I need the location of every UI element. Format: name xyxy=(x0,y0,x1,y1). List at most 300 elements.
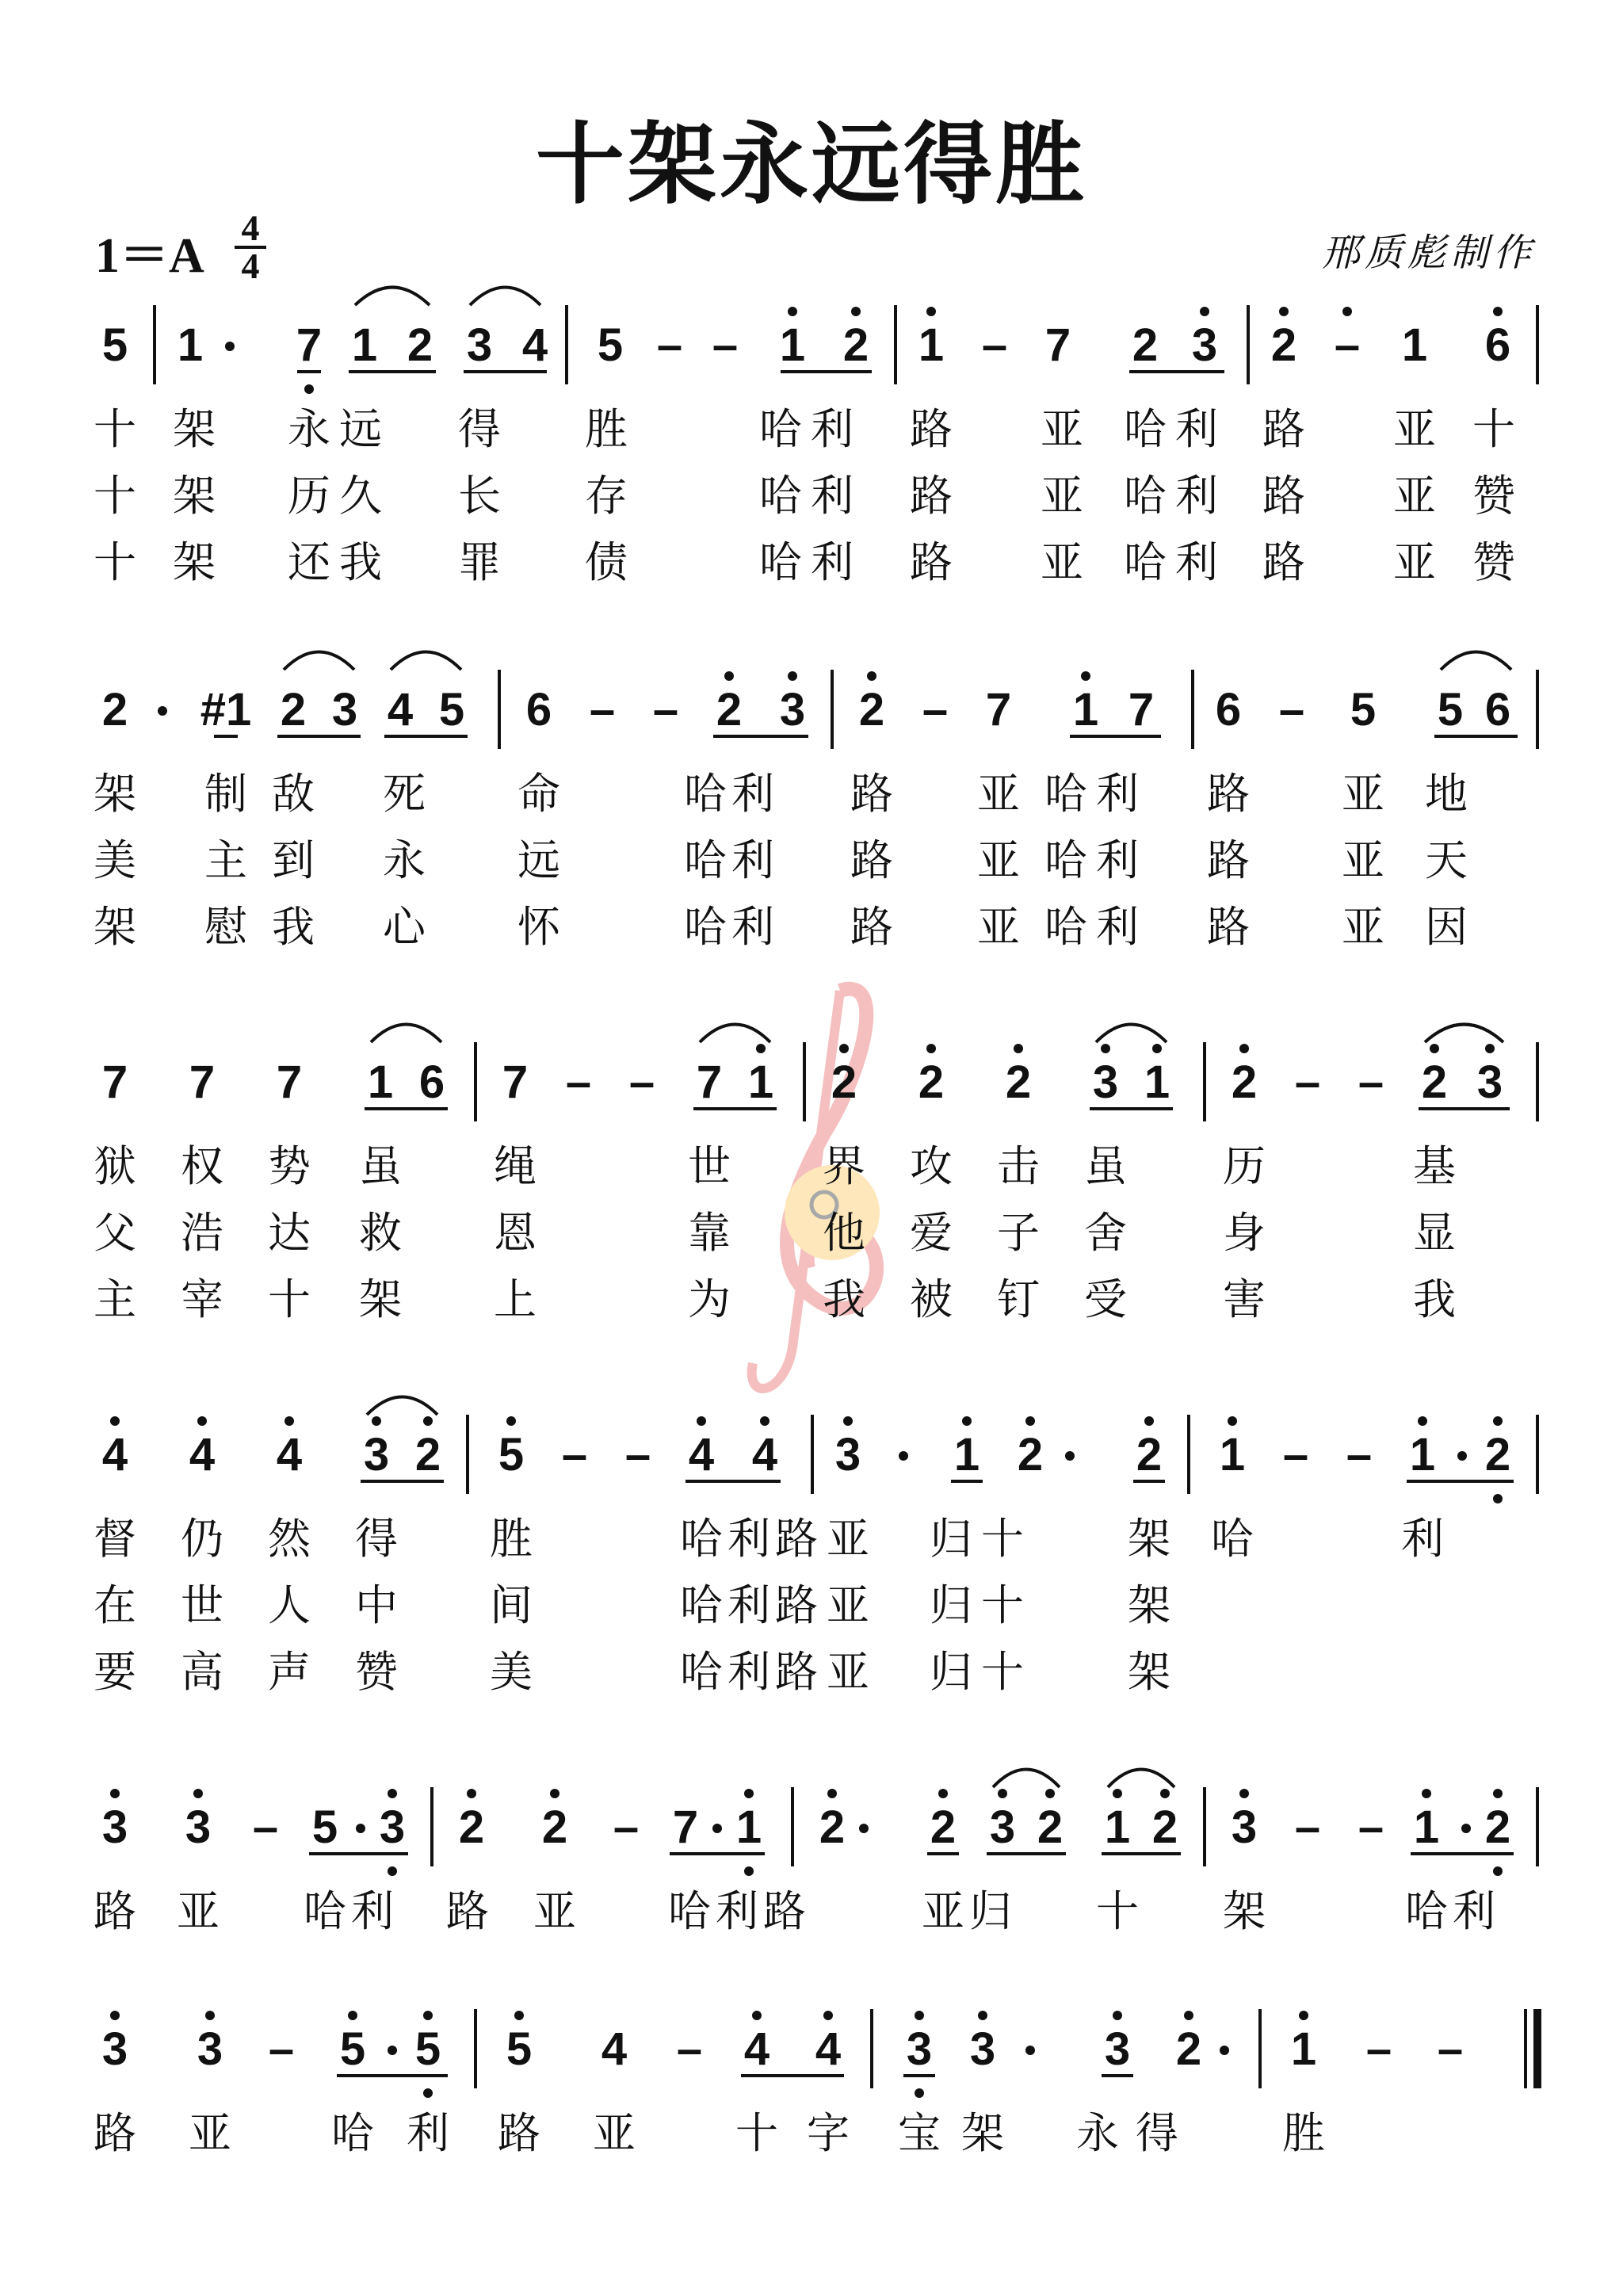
lyric-char: 路 xyxy=(775,1580,818,1630)
lyric-char: 亚 xyxy=(827,1647,869,1697)
lyric-char: 利 xyxy=(727,1647,770,1697)
octave-dot-above xyxy=(1228,1416,1237,1426)
octave-dot-above xyxy=(1342,307,1352,316)
lyric-char: 十 xyxy=(981,1514,1024,1564)
lyric-char: 天 xyxy=(1425,835,1468,885)
note-dash: – xyxy=(624,1429,651,1480)
lyric-char: 恩 xyxy=(494,1208,537,1258)
octave-dot-above xyxy=(839,1044,849,1053)
lyric-char: 亚 xyxy=(1342,835,1384,885)
octave-dot-above xyxy=(724,671,734,681)
lyric-char: 亚 xyxy=(1041,537,1083,587)
note: 1 xyxy=(1413,1801,1440,1853)
lyric-char: 十 xyxy=(94,404,136,454)
lyric-char: 亚 xyxy=(1041,471,1083,521)
lyric-char: 哈 xyxy=(759,404,802,454)
octave-dot-above xyxy=(1144,1416,1154,1426)
note: 6 xyxy=(525,684,552,735)
lyric-char: 路 xyxy=(94,1886,136,1936)
note-dash: – xyxy=(981,319,1008,371)
lyric-char: 利 xyxy=(1175,404,1218,454)
note: 2 xyxy=(541,1801,568,1853)
lyric-char: 哈 xyxy=(331,2108,374,2158)
lyric-char: 为 xyxy=(688,1274,731,1324)
octave-dot-above xyxy=(788,671,797,681)
lyric-char: 亚 xyxy=(922,1886,964,1936)
lyric-char: 身 xyxy=(1223,1208,1266,1258)
note: 3 xyxy=(834,1429,861,1480)
note: 7 xyxy=(985,684,1012,735)
lyric-char: 十 xyxy=(1472,404,1515,454)
octave-dot-below xyxy=(304,384,314,394)
augmentation-dot xyxy=(356,1824,365,1833)
lyric-char: 路 xyxy=(1207,902,1250,952)
octave-dot-above xyxy=(285,1416,294,1426)
note: 5 xyxy=(414,2023,441,2075)
augmentation-dot xyxy=(1025,2046,1035,2055)
augmentation-dot xyxy=(1220,2046,1229,2055)
note: 2 xyxy=(716,684,743,735)
augmentation-dot xyxy=(712,1824,722,1833)
octave-dot-above xyxy=(1493,307,1503,316)
lyric-char: 赞 xyxy=(1472,471,1515,521)
lyric-char: 十 xyxy=(94,537,136,587)
note: 3 xyxy=(185,1801,212,1853)
note: 1 xyxy=(1104,1801,1131,1853)
lyric-char: 亚 xyxy=(533,1886,576,1936)
lyric-char: 击 xyxy=(997,1141,1040,1191)
lyric-char: 路 xyxy=(1207,769,1250,819)
lyric-char: 世 xyxy=(181,1580,223,1630)
lyric-char: 制 xyxy=(204,769,247,819)
lyric-char: 他 xyxy=(823,1208,865,1258)
lyric-char: 达 xyxy=(268,1208,311,1258)
octave-dot-above xyxy=(978,2011,987,2020)
note: 2 xyxy=(1132,319,1159,371)
lyric-char: 利 xyxy=(351,1886,394,1936)
lyric-char: 路 xyxy=(910,404,953,454)
note: 2 xyxy=(858,684,885,735)
octave-dot-above xyxy=(467,1789,476,1798)
lyric-char: 十 xyxy=(268,1274,311,1324)
note: 1 xyxy=(1409,1429,1436,1480)
octave-dot-above xyxy=(1113,1789,1122,1798)
note: 4 xyxy=(688,1429,715,1480)
note-dash: – xyxy=(1437,2023,1464,2075)
lyric-char: 路 xyxy=(1262,537,1305,587)
augmentation-dot xyxy=(388,2046,397,2055)
lyric-char: 十 xyxy=(735,2108,778,2158)
octave-dot-above xyxy=(926,1044,936,1053)
lyric-char: 我 xyxy=(823,1274,865,1324)
note-dash: – xyxy=(268,2023,295,2075)
note: 3 xyxy=(1092,1056,1119,1108)
note-dash: – xyxy=(652,684,679,735)
lyric-char: 哈 xyxy=(759,471,802,521)
lyric-char: 利 xyxy=(1453,1886,1495,1936)
lyric-char: 路 xyxy=(775,1514,818,1564)
octave-dot-above xyxy=(867,671,876,681)
lyric-char: 在 xyxy=(94,1580,136,1630)
lyric-char: 哈 xyxy=(1124,471,1167,521)
lyric-char: 架 xyxy=(961,2108,1004,2158)
octave-dot-above xyxy=(756,1044,766,1053)
lyric-char: 死 xyxy=(383,769,426,819)
lyric-char: 要 xyxy=(94,1647,136,1697)
note: 1 xyxy=(779,319,806,371)
lyric-char: 到 xyxy=(272,835,315,885)
note: 3 xyxy=(1104,2023,1131,2075)
lyric-char: 害 xyxy=(1223,1274,1266,1324)
note: 1 xyxy=(367,1056,394,1108)
slur xyxy=(993,1770,1060,1788)
octave-dot-above xyxy=(823,2011,833,2020)
lyric-char: 十 xyxy=(981,1580,1024,1630)
lyric-char: 得 xyxy=(458,404,501,454)
note: 4 xyxy=(815,2023,842,2075)
octave-dot-below xyxy=(1493,1494,1503,1503)
note: 2 xyxy=(1231,1056,1258,1108)
note: 2 xyxy=(831,1056,857,1108)
lyric-char: 权 xyxy=(181,1141,223,1191)
lyric-char: 归 xyxy=(930,1647,972,1697)
note: 1 xyxy=(1219,1429,1246,1480)
note: 2 xyxy=(1484,1429,1511,1480)
lyric-char: 远 xyxy=(339,404,382,454)
lyric-char: 利 xyxy=(731,902,774,952)
lyric-char: 亚 xyxy=(1393,404,1436,454)
octave-dot-above xyxy=(1025,1416,1035,1426)
note: 4 xyxy=(521,319,548,371)
octave-dot-above xyxy=(506,1416,516,1426)
lyric-char: 十 xyxy=(1096,1886,1139,1936)
lyric-char: 胜 xyxy=(585,404,628,454)
lyric-char: 我 xyxy=(272,902,315,952)
octave-dot-below xyxy=(744,1866,754,1876)
note: 6 xyxy=(1484,684,1511,735)
lyric-char: 哈 xyxy=(680,1580,723,1630)
note-dash: – xyxy=(589,684,616,735)
time-signature-bottom: 4 xyxy=(241,246,260,286)
lyric-char: 字 xyxy=(807,2108,850,2158)
octave-dot-above xyxy=(827,1789,837,1798)
note-dash: – xyxy=(628,1056,655,1108)
note: 3 xyxy=(101,2023,128,2075)
slur xyxy=(1096,1025,1167,1043)
octave-dot-above xyxy=(1152,1044,1162,1053)
note: 5 xyxy=(506,2023,533,2075)
lyric-char: 世 xyxy=(688,1141,731,1191)
note: 2 xyxy=(414,1429,441,1480)
lyric-char: 浩 xyxy=(181,1208,223,1258)
augmentation-dot xyxy=(1457,1451,1467,1461)
note: 4 xyxy=(189,1429,216,1480)
lyric-char: 久 xyxy=(339,471,382,521)
note: 3 xyxy=(101,1801,128,1853)
lyric-char: 亚 xyxy=(1041,404,1083,454)
lyric-char: 亚 xyxy=(177,1886,220,1936)
lyric-char: 美 xyxy=(490,1647,533,1697)
octave-dot-above xyxy=(388,1789,397,1798)
octave-dot-above xyxy=(514,2011,524,2020)
lyric-char: 胜 xyxy=(490,1514,533,1564)
note-dash: – xyxy=(676,2023,703,2075)
lyric-char: 归 xyxy=(930,1514,972,1564)
octave-dot-above xyxy=(938,1789,948,1798)
lyric-char: 还 xyxy=(288,537,330,587)
lyric-char: 远 xyxy=(517,835,560,885)
note: 4 xyxy=(276,1429,303,1480)
octave-dot-above xyxy=(1299,2011,1308,2020)
augmentation-dot xyxy=(225,342,235,351)
octave-dot-above xyxy=(1239,1044,1249,1053)
lyric-char: 哈 xyxy=(680,1647,723,1697)
note: #1 xyxy=(200,684,252,735)
note: 2 xyxy=(842,319,869,371)
slur xyxy=(284,652,354,670)
lyric-char: 亚 xyxy=(827,1514,869,1564)
key-signature: 1＝A xyxy=(95,229,204,283)
lyric-char: 亚 xyxy=(827,1580,869,1630)
lyric-char: 子 xyxy=(997,1208,1040,1258)
note-dash: – xyxy=(561,1429,588,1480)
note: 7 xyxy=(1044,319,1071,371)
octave-dot-above xyxy=(110,2011,120,2020)
lyric-char: 路 xyxy=(850,769,893,819)
lyric-char: 路 xyxy=(910,471,953,521)
lyric-char: 声 xyxy=(268,1647,311,1697)
note: 2 xyxy=(819,1801,846,1853)
note-dash: – xyxy=(922,684,949,735)
lyric-char: 舍 xyxy=(1084,1208,1127,1258)
octave-dot-below xyxy=(915,2088,924,2098)
note: 6 xyxy=(1215,684,1242,735)
note-dash: – xyxy=(712,319,739,371)
lyric-char: 利 xyxy=(1401,1514,1444,1564)
lyric-char: 架 xyxy=(1223,1886,1266,1936)
slur xyxy=(367,1397,437,1415)
octave-dot-above xyxy=(1184,2011,1193,2020)
lyric-char: 宝 xyxy=(898,2108,941,2158)
note: 3 xyxy=(363,1429,390,1480)
lyric-char: 亚 xyxy=(593,2108,636,2158)
octave-dot-above xyxy=(197,1416,207,1426)
lyric-char: 永 xyxy=(383,835,426,885)
lyric-char: 亚 xyxy=(1342,769,1384,819)
octave-dot-above xyxy=(1279,307,1289,316)
octave-dot-above xyxy=(1081,671,1090,681)
octave-dot-above xyxy=(760,1416,769,1426)
note-dash: – xyxy=(1358,1801,1384,1853)
lyric-char: 仍 xyxy=(181,1514,223,1564)
lyric-char: 利 xyxy=(1096,769,1139,819)
note: 5 xyxy=(438,684,465,735)
note: 6 xyxy=(1484,319,1511,371)
lyric-char: 利 xyxy=(1175,537,1218,587)
lyric-char: 架 xyxy=(94,769,136,819)
note: 1 xyxy=(1144,1056,1170,1108)
octave-dot-above xyxy=(744,1789,754,1798)
lyric-char: 架 xyxy=(173,537,216,587)
lyric-char: 利 xyxy=(731,835,774,885)
note: 7 xyxy=(296,319,323,371)
lyric-char: 利 xyxy=(407,2108,449,2158)
octave-dot-below xyxy=(1493,1866,1503,1876)
note: 2 xyxy=(458,1801,485,1853)
lyric-char: 利 xyxy=(727,1580,770,1630)
octave-dot-above xyxy=(962,1416,972,1426)
note: 1 xyxy=(1290,2023,1317,2075)
lyric-char: 路 xyxy=(850,835,893,885)
note: 5 xyxy=(101,319,128,371)
page-title: 十架永远得胜 xyxy=(536,113,1087,216)
note: 1 xyxy=(1401,319,1428,371)
lyric-char: 债 xyxy=(585,537,628,587)
note: 2 xyxy=(918,1056,945,1108)
lyric-char: 基 xyxy=(1413,1141,1456,1191)
note-dash: – xyxy=(565,1056,592,1108)
lyric-char: 路 xyxy=(1262,404,1305,454)
note: 2 xyxy=(280,684,307,735)
note-dash: – xyxy=(1334,319,1361,371)
octave-dot-above xyxy=(348,2011,357,2020)
lyric-char: 架 xyxy=(173,471,216,521)
note: 7 xyxy=(1128,684,1155,735)
lyric-char: 永 xyxy=(288,404,330,454)
lyric-char: 历 xyxy=(1223,1141,1266,1191)
note: 1 xyxy=(351,319,378,371)
lyric-char: 钉 xyxy=(997,1274,1040,1324)
lyric-char: 哈 xyxy=(1405,1886,1448,1936)
note-dash: – xyxy=(1278,684,1305,735)
lyric-char: 哈 xyxy=(759,537,802,587)
note-dash: – xyxy=(1294,1056,1321,1108)
note: 2 xyxy=(1005,1056,1032,1108)
note: 5 xyxy=(498,1429,525,1480)
lyric-char: 路 xyxy=(910,537,953,587)
lyric-char: 哈 xyxy=(304,1886,346,1936)
lyric-char: 路 xyxy=(94,2108,136,2158)
lyric-char: 主 xyxy=(204,835,247,885)
octave-dot-above xyxy=(1200,307,1209,316)
lyric-char: 狱 xyxy=(94,1141,136,1191)
octave-dot-above xyxy=(998,1789,1007,1798)
note: 2 xyxy=(1270,319,1297,371)
lyric-char: 架 xyxy=(1128,1514,1170,1564)
slur xyxy=(1441,652,1511,670)
lyric-char: 心 xyxy=(383,902,426,952)
lyric-char: 虽 xyxy=(1084,1141,1127,1191)
note: 5 xyxy=(1350,684,1377,735)
lyric-char: 势 xyxy=(268,1141,311,1191)
note: 7 xyxy=(502,1056,529,1108)
lyric-char: 命 xyxy=(517,769,560,819)
lyric-char: 督 xyxy=(94,1514,136,1564)
lyric-char: 路 xyxy=(763,1886,806,1936)
lyric-char: 慰 xyxy=(204,902,247,952)
lyric-char: 哈 xyxy=(680,1514,723,1564)
lyric-char: 利 xyxy=(1096,902,1139,952)
lyric-char: 得 xyxy=(355,1514,398,1564)
lyric-char: 哈 xyxy=(668,1886,711,1936)
note-dash: – xyxy=(252,1801,279,1853)
note: 3 xyxy=(331,684,358,735)
note: 5 xyxy=(597,319,624,371)
octave-dot-above xyxy=(915,2011,924,2020)
octave-dot-above xyxy=(550,1789,559,1798)
lyric-char: 路 xyxy=(498,2108,540,2158)
lyric-char: 敌 xyxy=(272,769,315,819)
lyric-char: 哈 xyxy=(1044,902,1087,952)
octave-dot-above xyxy=(697,1416,706,1426)
lyric-char: 十 xyxy=(94,471,136,521)
lyric-char: 赞 xyxy=(355,1647,398,1697)
octave-dot-above xyxy=(372,1416,381,1426)
lyric-char: 高 xyxy=(181,1647,223,1697)
lyric-char: 被 xyxy=(910,1274,953,1324)
lyric-char: 架 xyxy=(359,1274,402,1324)
slur xyxy=(1108,1770,1174,1788)
lyric-char: 然 xyxy=(268,1514,311,1564)
note: 1 xyxy=(735,1801,762,1853)
note: 7 xyxy=(696,1056,723,1108)
note: 3 xyxy=(1476,1056,1503,1108)
note: 6 xyxy=(418,1056,445,1108)
lyric-char: 亚 xyxy=(977,902,1020,952)
lyric-char: 爱 xyxy=(910,1208,953,1258)
note: 3 xyxy=(466,319,493,371)
octave-dot-above xyxy=(110,1416,120,1426)
note: 2 xyxy=(1175,2023,1202,2075)
slur xyxy=(371,1025,441,1043)
lyric-char: 架 xyxy=(1128,1647,1170,1697)
lyric-char: 永 xyxy=(1076,2108,1119,2158)
note: 1 xyxy=(918,319,945,371)
note: 2 xyxy=(407,319,433,371)
octave-dot-below xyxy=(423,2088,433,2098)
lyric-char: 绳 xyxy=(494,1141,537,1191)
octave-dot-above xyxy=(843,1416,853,1426)
lyric-char: 利 xyxy=(811,537,854,587)
note: 3 xyxy=(989,1801,1016,1853)
lyric-char: 界 xyxy=(823,1141,865,1191)
lyric-char: 因 xyxy=(1425,902,1468,952)
lyric-char: 虽 xyxy=(359,1141,402,1191)
note: 7 xyxy=(189,1056,216,1108)
note: 1 xyxy=(177,319,204,371)
note: 1 xyxy=(747,1056,774,1108)
note: 3 xyxy=(969,2023,996,2075)
lyric-char: 地 xyxy=(1425,769,1468,819)
lyric-char: 胜 xyxy=(1282,2108,1325,2158)
note-dash: – xyxy=(1282,1429,1309,1480)
octave-dot-above xyxy=(788,307,797,316)
octave-dot-above xyxy=(926,307,936,316)
octave-dot-above xyxy=(1101,1044,1110,1053)
note: 4 xyxy=(751,1429,778,1480)
note: 5 xyxy=(1437,684,1464,735)
lyric-char: 归 xyxy=(969,1886,1012,1936)
lyric-char: 路 xyxy=(446,1886,489,1936)
lyric-char: 利 xyxy=(731,769,774,819)
lyric-char: 赞 xyxy=(1472,537,1515,587)
augmentation-dot xyxy=(899,1451,908,1461)
octave-dot-above xyxy=(205,2011,215,2020)
slur xyxy=(700,1025,770,1043)
octave-dot-above xyxy=(1493,1789,1503,1798)
lyric-char: 亚 xyxy=(977,835,1020,885)
lyric-char: 哈 xyxy=(1044,769,1087,819)
